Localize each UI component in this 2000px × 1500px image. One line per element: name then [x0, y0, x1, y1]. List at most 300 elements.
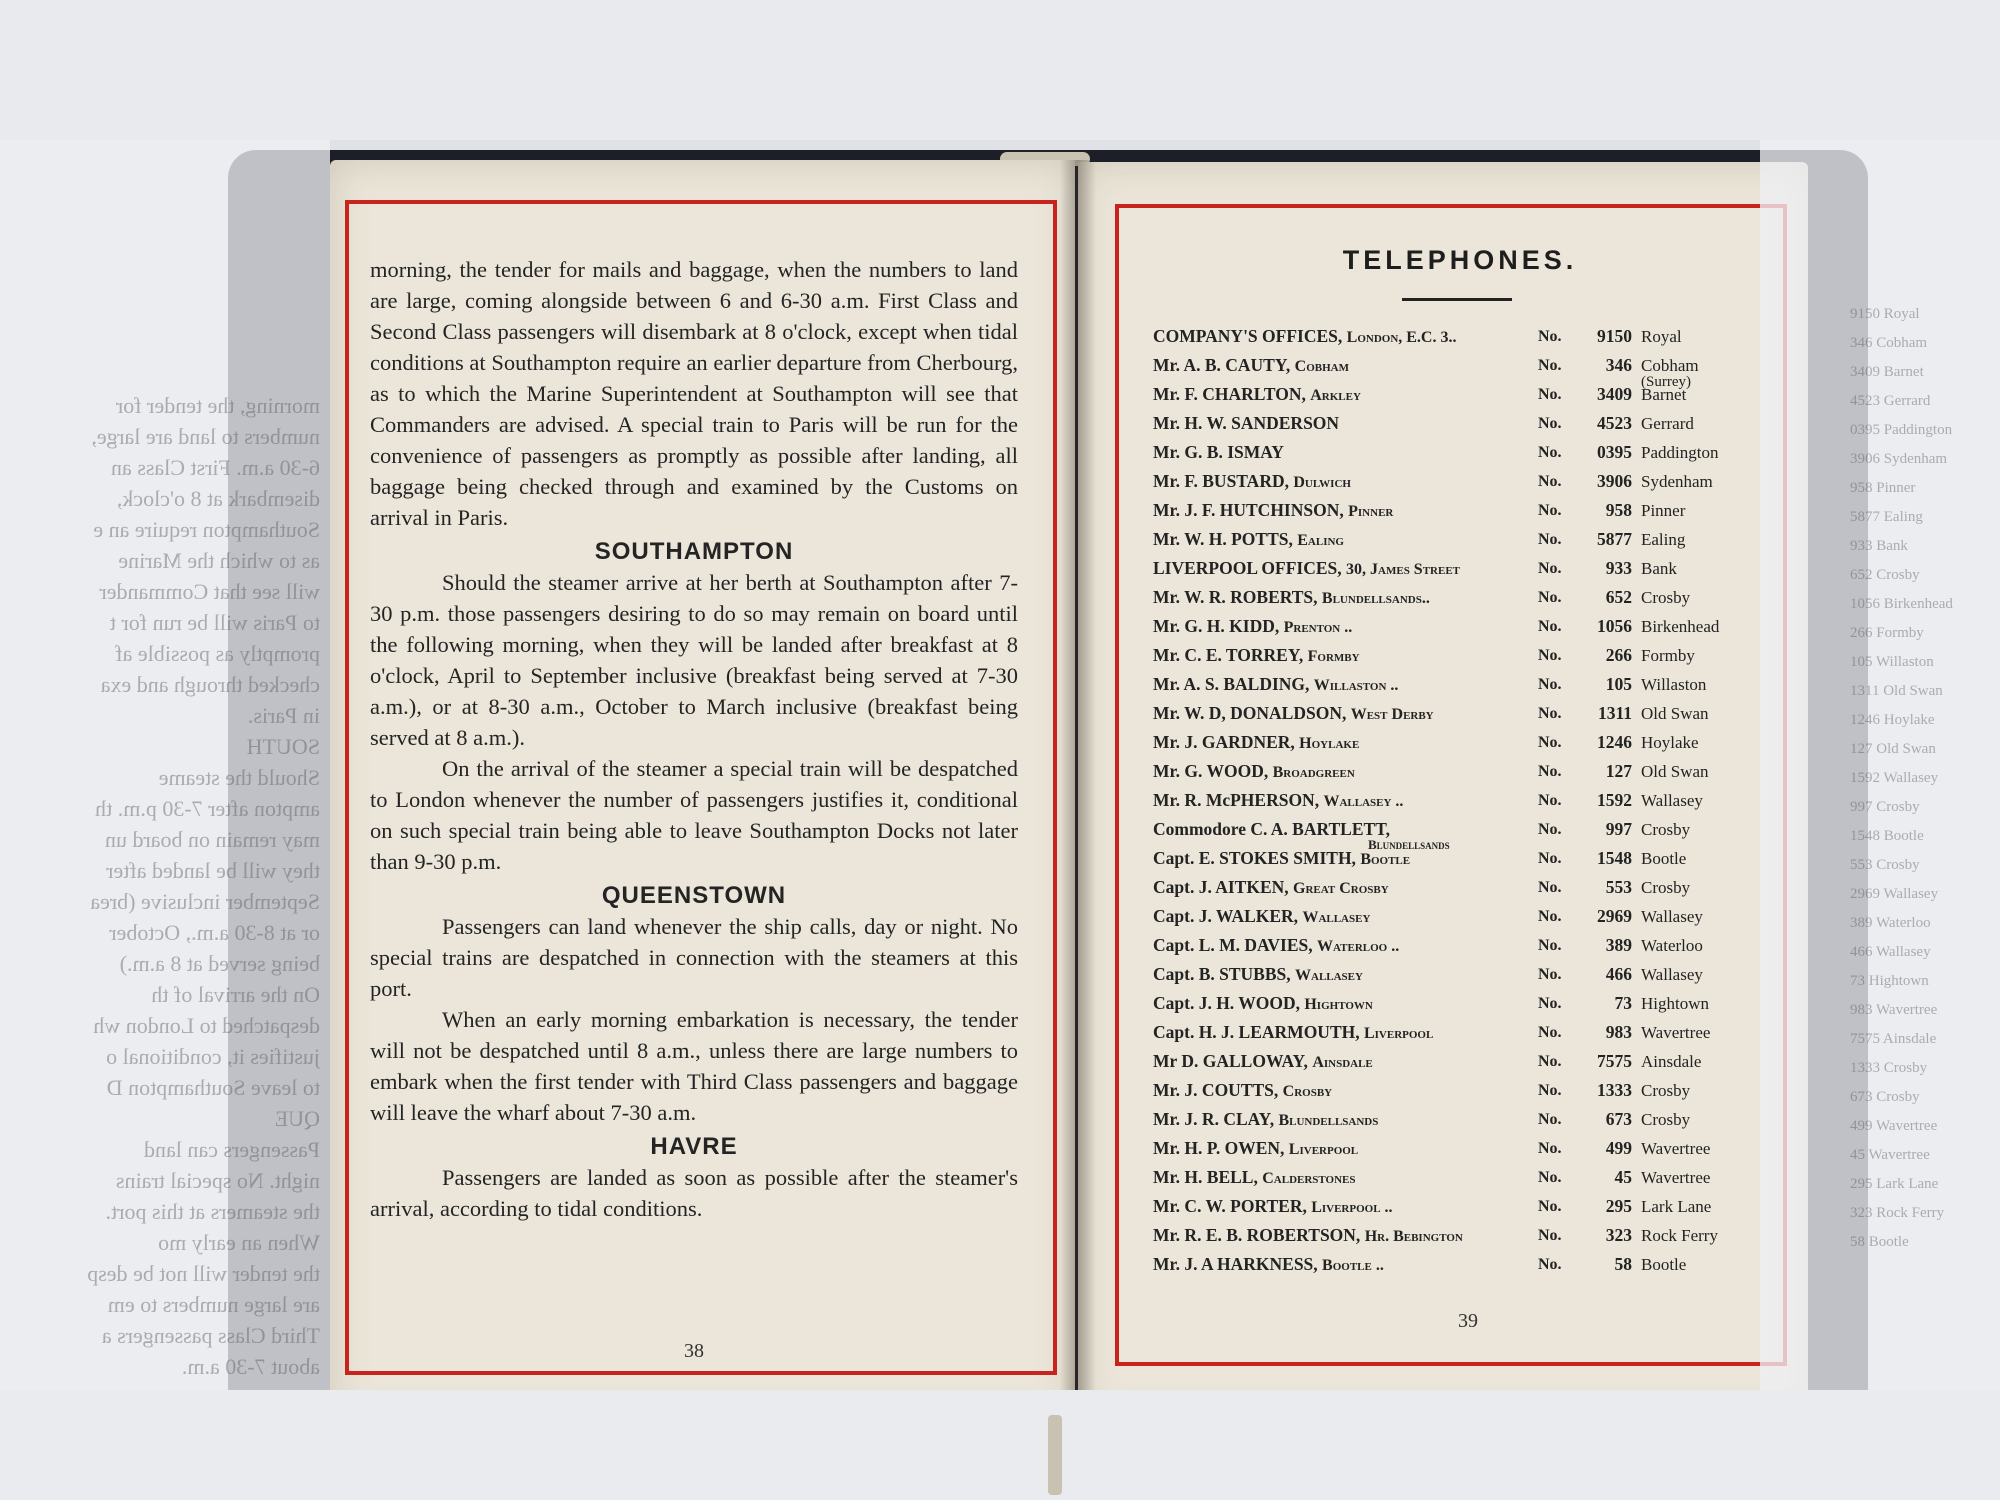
entry-exchange: Wavertree: [1641, 1168, 1711, 1187]
ghost-line: 323 Rock Ferry: [1850, 1205, 1945, 1221]
entry-no-label: No.: [1538, 357, 1562, 374]
entry-exchange: Barnet: [1641, 385, 1687, 404]
entry-number: 466: [1605, 964, 1632, 984]
entry-name: [1153, 554, 1548, 584]
entry-location: Waterloo ..: [1317, 938, 1400, 955]
ghost-line: 1056 Birkenhead: [1850, 596, 1953, 612]
entry-exchange: Wallasey: [1641, 907, 1703, 926]
entry-location: Hightown: [1304, 996, 1373, 1013]
entry-no-label: No.: [1538, 995, 1562, 1012]
ghost-line: as to which the Marine: [118, 548, 320, 573]
entry-exchange: Formby: [1641, 646, 1695, 665]
ghost-line: When an early mo: [158, 1230, 320, 1255]
entry-number: 652: [1605, 587, 1632, 607]
body-paragraph: Passengers are landed as soon as possible after the steamer's arrival, according to tidal conditions.: [370, 1165, 1018, 1221]
ghost-line: 127 Old Swan: [1850, 741, 1936, 757]
entry-name: [1153, 960, 1548, 990]
entry-exchange: Wallasey: [1641, 791, 1703, 810]
telephone-entry: [1153, 1018, 1753, 1047]
entry-exchange: Crosby: [1641, 1081, 1691, 1100]
entry-number: 58: [1614, 1254, 1632, 1274]
entry-no-label: No.: [1538, 560, 1562, 577]
entry-number: 295: [1605, 1196, 1632, 1216]
entry-name: [1153, 815, 1548, 844]
ghost-line: 652 Crosby: [1850, 567, 1920, 583]
telephone-entry: [1153, 496, 1753, 525]
entry-no-label: No.: [1538, 473, 1562, 490]
entry-no-label: No.: [1538, 908, 1562, 925]
ghost-line: in Paris.: [247, 703, 320, 728]
entry-exchange: Hoylake: [1641, 733, 1699, 752]
entry-location: Wallasey: [1302, 909, 1371, 926]
entry-exchange: Ealing: [1641, 530, 1686, 549]
entry-location: Cobham: [1294, 358, 1349, 375]
entry-exchange: Royal: [1641, 327, 1682, 346]
telephone-list: [1153, 322, 1753, 1279]
entry-location: Dulwich: [1293, 474, 1351, 491]
ghost-line: SOUTH: [246, 734, 320, 759]
ghost-line: 45 Wavertree: [1850, 1147, 1930, 1163]
entry-location: Blundellsands..: [1321, 590, 1430, 607]
body-paragraph: Passengers can land whenever the ship calls, day or night. No special trains are despatched in connection with the steamers at this port.: [370, 914, 1018, 1001]
telephone-entry: [1153, 815, 1753, 852]
ghost-line: to leave Southampton D: [106, 1075, 320, 1100]
entry-name: [1153, 496, 1548, 526]
entry-location: Hoylake: [1299, 735, 1360, 752]
entry-location: Bootle ..: [1322, 1257, 1384, 1274]
telephone-entry: [1153, 351, 1753, 390]
entry-number: 1056: [1597, 616, 1632, 636]
telephone-entry: [1153, 380, 1753, 409]
entry-number: 127: [1605, 761, 1632, 781]
entry-name: [1153, 409, 1548, 438]
entry-no-label: No.: [1538, 763, 1562, 780]
entry-person: Mr. G. WOOD,: [1153, 761, 1269, 781]
entry-number: 73: [1614, 993, 1632, 1013]
ghost-line: 1592 Wallasey: [1850, 770, 1939, 786]
entry-name: [1153, 438, 1548, 467]
entry-number: 105: [1605, 674, 1632, 694]
telephone-entry: [1153, 989, 1753, 1018]
entry-number: 499: [1605, 1138, 1632, 1158]
entry-no-label: No.: [1538, 1227, 1562, 1244]
entry-no-label: No.: [1538, 589, 1562, 606]
ghost-line: 553 Crosby: [1850, 857, 1920, 873]
entry-no-label: No.: [1538, 415, 1562, 432]
ghost-line: Third Class passengers a: [101, 1323, 320, 1348]
entry-name: [1153, 844, 1548, 874]
ghost-line: 73 Hightown: [1850, 973, 1929, 989]
telephone-entry: [1153, 786, 1753, 815]
telephone-entry: [1153, 322, 1753, 351]
body-paragraph: On the arrival of the steamer a special train will be despatched to London whenever the number of passengers justifies it, conditional on such special train being able to leave Southampton Docks not later than 9-30 p.m.: [370, 756, 1018, 874]
entry-number: 2969: [1597, 906, 1632, 926]
telephone-entry: [1153, 583, 1753, 612]
book-gutter: [1060, 160, 1096, 1425]
entry-number: 323: [1605, 1225, 1632, 1245]
entry-name: [1153, 902, 1548, 932]
entry-number: 1333: [1597, 1080, 1632, 1100]
entry-number: 983: [1605, 1022, 1632, 1042]
telephone-entry: [1153, 931, 1753, 960]
entry-person: Capt. J. H. WOOD,: [1153, 993, 1300, 1013]
entry-exchange: Willaston: [1641, 675, 1707, 694]
entry-number: 3409: [1597, 384, 1632, 404]
entry-person: LIVERPOOL OFFICES,: [1153, 558, 1342, 578]
entry-no-label: No.: [1538, 676, 1562, 693]
telephones-title: TELEPHONES.: [1342, 245, 1578, 275]
entry-person: Mr. R. E. B. ROBERTSON,: [1153, 1225, 1361, 1245]
entry-no-label: No.: [1538, 792, 1562, 809]
entry-number: 1311: [1597, 703, 1632, 723]
entry-name: [1153, 670, 1548, 700]
plastic-sleeve-left: [0, 140, 330, 1420]
telephone-entry: [1153, 409, 1753, 438]
telephone-entry: [1153, 728, 1753, 757]
body-paragraph: morning, the tender for mails and baggage, when the numbers to land are large, coming alongside between 6 and 6-30 a.m. First Class and Second Class passengers will disembark at 8 o'clock, except when tidal conditions at Southampton require an earlier departure from Cherbourg, as to which the Marine Superintendent at Southampton will see that Commanders are advised. A special train to Paris will be run for the convenience of passengers as promptly as possible after landing, all baggage being checked through and examined by the Customs on arrival in Paris.: [370, 257, 1018, 530]
entry-no-label: No.: [1538, 1256, 1562, 1273]
ghost-line: numbers to land are large,: [91, 424, 320, 449]
ghost-line: 1246 Hoylake: [1850, 712, 1935, 728]
entry-no-label: No.: [1538, 531, 1562, 548]
entry-exchange: Paddington: [1641, 443, 1719, 462]
entry-person: Mr. J. A HARKNESS,: [1153, 1254, 1318, 1274]
entry-no-label: No.: [1538, 821, 1562, 838]
entry-person: Mr. A. S. BALDING,: [1153, 674, 1310, 694]
section-heading: HAVRE: [650, 1133, 738, 1160]
ghost-line: 7575 Ainsdale: [1850, 1031, 1937, 1047]
entry-location: Hr. Bebington: [1364, 1228, 1463, 1245]
entry-person: Mr. W. D, DONALDSON,: [1153, 703, 1347, 723]
entry-name: [1153, 989, 1548, 1019]
ghost-line: 9150 Royal: [1850, 306, 1920, 322]
entry-no-label: No.: [1538, 850, 1562, 867]
entry-location: Blundellsands: [1368, 837, 1450, 852]
telephone-entry: [1153, 757, 1753, 786]
ghost-line: 997 Crosby: [1850, 799, 1920, 815]
entry-exchange: Bootle: [1641, 1255, 1687, 1274]
entry-location: 30, James Street: [1346, 561, 1461, 578]
ghost-line: 389 Waterloo: [1850, 915, 1931, 931]
entry-number: 346: [1605, 355, 1632, 375]
entry-person: Mr. C. E. TORREY,: [1153, 645, 1304, 665]
telephone-entry: [1153, 612, 1753, 641]
page-number-left: 38: [684, 1340, 704, 1362]
entry-no-label: No.: [1538, 444, 1562, 461]
ghost-line: to Paris will be run for t: [109, 610, 320, 635]
entry-number: 45: [1614, 1167, 1632, 1187]
entry-no-label: No.: [1538, 386, 1562, 403]
entry-name: [1153, 525, 1548, 555]
telephone-entry: [1153, 1134, 1753, 1163]
entry-person: Commodore C. A. BARTLETT,: [1153, 819, 1390, 839]
telephone-entry: [1153, 873, 1753, 902]
entry-person: Mr. A. B. CAUTY,: [1153, 355, 1291, 375]
entry-name: [1153, 931, 1548, 961]
ghost-line: may remain on board un: [104, 827, 320, 852]
entry-exchange: Old Swan: [1641, 704, 1709, 723]
plastic-sleeve-top: [0, 0, 2000, 140]
entry-number: 1548: [1597, 848, 1632, 868]
entry-name: [1153, 612, 1548, 642]
ghost-line: about 7-30 a.m.: [181, 1354, 320, 1379]
entry-person: Mr. F. CHARLTON,: [1153, 384, 1306, 404]
entry-person: Capt. B. STUBBS,: [1153, 964, 1291, 984]
entry-no-label: No.: [1538, 705, 1562, 722]
sleeve-left-reflected-text: [0, 390, 320, 1490]
entry-location: Pinner: [1348, 503, 1394, 520]
ghost-line: 105 Willaston: [1850, 654, 1934, 670]
entry-number: 0395: [1597, 442, 1632, 462]
entry-location: Broadgreen: [1272, 764, 1355, 781]
entry-person: Mr. J. F. HUTCHINSON,: [1153, 500, 1344, 520]
entry-note: (Surrey): [1641, 374, 1691, 390]
entry-no-label: No.: [1538, 879, 1562, 896]
entry-exchange: Bank: [1641, 559, 1677, 578]
telephone-entry: [1153, 1221, 1753, 1250]
entry-exchange: Wavertree: [1641, 1023, 1711, 1042]
telephone-entry: [1153, 641, 1753, 670]
entry-location: Liverpool: [1363, 1025, 1434, 1042]
entry-person: Mr. J. R. CLAY,: [1153, 1109, 1275, 1129]
ghost-line: they will be landed after: [106, 858, 320, 883]
entry-location: Liverpool: [1288, 1141, 1359, 1158]
entry-exchange: Crosby: [1641, 588, 1691, 607]
entry-number: 4523: [1597, 413, 1632, 433]
ghost-line: September inclusive (brea: [90, 889, 320, 914]
entry-name: [1153, 786, 1548, 816]
entry-no-label: No.: [1538, 1169, 1562, 1186]
entry-no-label: No.: [1538, 502, 1562, 519]
telephone-entry: [1153, 467, 1753, 496]
ghost-line: promptly as possible af: [115, 641, 320, 666]
entry-name: [1153, 322, 1548, 352]
entry-exchange: Old Swan: [1641, 762, 1709, 781]
entry-no-label: No.: [1538, 734, 1562, 751]
ghost-line: 499 Wavertree: [1850, 1118, 1938, 1134]
entry-no-label: No.: [1538, 1111, 1562, 1128]
body-paragraph: Should the steamer arrive at her berth at Southampton after 7-30 p.m. those passengers desiring to do so may remain on board until the following morning, when they will be landed after breakfast at 8 o'clock, April to September inclusive (breakfast being served at 7-30 a.m.), or at 8-30 a.m., October to March inclusive (breakfast being served at 8 a.m.).: [370, 570, 1018, 750]
entry-location: Wallasey ..: [1323, 793, 1404, 810]
ghost-line: 466 Wallasey: [1850, 944, 1931, 960]
entry-name: [1153, 1250, 1548, 1280]
entry-location: Wallasey: [1295, 967, 1363, 984]
entry-name: [1153, 873, 1548, 903]
ghost-line: 673 Crosby: [1850, 1089, 1920, 1105]
entry-person: COMPANY'S OFFICES,: [1153, 326, 1343, 346]
entry-person: Mr. F. BUSTARD,: [1153, 471, 1289, 491]
entry-name: [1153, 1221, 1548, 1251]
entry-no-label: No.: [1538, 937, 1562, 954]
ghost-line: 958 Pinner: [1850, 480, 1916, 496]
plastic-sleeve-bottom: [0, 1390, 2000, 1500]
ghost-line: 1548 Bootle: [1850, 828, 1924, 844]
telephone-entry: [1153, 1163, 1753, 1192]
ghost-line: 983 Wavertree: [1850, 1002, 1938, 1018]
ghost-line: QUE: [274, 1106, 320, 1131]
ghost-line: disembark at 8 o'clock,: [116, 486, 320, 511]
entry-exchange: Hightown: [1641, 994, 1709, 1013]
entry-person: Capt. E. STOKES SMITH,: [1153, 848, 1356, 868]
ghost-line: 933 Bank: [1850, 538, 1908, 554]
telephone-entry: [1153, 1250, 1753, 1279]
entry-exchange: Sydenham: [1641, 472, 1713, 491]
entry-no-label: No.: [1538, 328, 1562, 345]
entry-location: Formby: [1307, 648, 1360, 665]
entry-exchange: Wallasey: [1641, 965, 1703, 984]
ghost-line: the steamers at this port.: [105, 1199, 320, 1224]
entry-exchange: Pinner: [1641, 501, 1686, 520]
ghost-line: or at 8-30 a.m., October: [109, 920, 320, 945]
entry-person: Capt. J. WALKER,: [1153, 906, 1299, 926]
ghost-line: will see that Commander: [99, 579, 320, 604]
entry-no-label: No.: [1538, 1198, 1562, 1215]
telephone-entry: [1153, 1192, 1753, 1221]
entry-name: [1153, 1105, 1548, 1135]
entry-person: Mr. R. McPHERSON,: [1153, 790, 1320, 810]
entry-location: Blundellsands: [1278, 1112, 1379, 1129]
entry-no-label: No.: [1538, 1053, 1562, 1070]
entry-exchange: Wavertree: [1641, 1139, 1711, 1158]
ghost-line: Southampton require an e: [93, 517, 320, 542]
entry-location: Calderstones: [1262, 1170, 1356, 1187]
entry-name: [1153, 1134, 1548, 1164]
entry-location: Prenton ..: [1283, 619, 1353, 636]
entry-location: West Derby: [1350, 706, 1434, 723]
ghost-line: morning, the tender for: [115, 393, 320, 418]
entry-exchange: Lark Lane: [1641, 1197, 1712, 1216]
entry-location: London, E.C. 3..: [1346, 329, 1457, 346]
entry-location: Ealing: [1297, 532, 1344, 549]
entry-person: Mr. H. W. SANDERSON: [1153, 413, 1340, 433]
entry-person: Mr. H. BELL,: [1153, 1167, 1258, 1187]
telephone-entry: [1153, 960, 1753, 989]
entry-location: Arkley: [1310, 387, 1361, 404]
entry-number: 673: [1605, 1109, 1632, 1129]
entry-exchange: Cobham: [1641, 356, 1699, 375]
entry-name: [1153, 1076, 1548, 1106]
entry-person: Mr. W. R. ROBERTS,: [1153, 587, 1318, 607]
entry-location: Great Crosby: [1293, 880, 1389, 897]
telephone-entry: [1153, 525, 1753, 554]
entry-location: Crosby: [1282, 1083, 1333, 1100]
ghost-line: 1311 Old Swan: [1850, 683, 1943, 699]
entry-person: Mr. W. H. POTTS,: [1153, 529, 1293, 549]
left-page-text: [370, 254, 1018, 1224]
entry-exchange: Crosby: [1641, 820, 1691, 839]
ribbon-marker-bottom: [1048, 1415, 1062, 1495]
section-heading: SOUTHAMPTON: [594, 538, 794, 565]
entry-name: [1153, 1192, 1548, 1222]
ghost-line: 58 Bootle: [1850, 1234, 1909, 1250]
entry-exchange: Birkenhead: [1641, 617, 1720, 636]
entry-number: 266: [1605, 645, 1632, 665]
entry-name: [1153, 467, 1548, 497]
entry-name: [1153, 583, 1548, 613]
entry-location: Ainsdale: [1312, 1054, 1373, 1071]
entry-number: 7575: [1597, 1051, 1632, 1071]
entry-exchange: Crosby: [1641, 878, 1691, 897]
entry-number: 958: [1605, 500, 1632, 520]
entry-number: 5877: [1597, 529, 1632, 549]
entry-person: Mr D. GALLOWAY,: [1153, 1051, 1308, 1071]
entry-location: Bootle: [1360, 851, 1411, 868]
telephone-entry: [1153, 699, 1753, 728]
entry-number: 1592: [1597, 790, 1632, 810]
telephone-entry: [1153, 1076, 1753, 1105]
entry-number: 933: [1605, 558, 1632, 578]
entry-person: Capt. L. M. DAVIES,: [1153, 935, 1313, 955]
sleeve-right-reflected-text: [1850, 300, 2000, 1300]
entry-location: Liverpool ..: [1311, 1199, 1393, 1216]
entry-person: Mr. C. W. PORTER,: [1153, 1196, 1307, 1216]
ghost-line: 346 Cobham: [1850, 335, 1928, 351]
entry-name: [1153, 1163, 1548, 1193]
telephone-entry: [1153, 844, 1753, 873]
entry-exchange: Crosby: [1641, 1110, 1691, 1129]
entry-exchange: Waterloo: [1641, 936, 1703, 955]
entry-no-label: No.: [1538, 1082, 1562, 1099]
entry-exchange: Rock Ferry: [1641, 1226, 1718, 1245]
ghost-line: are large numbers to em: [107, 1292, 320, 1317]
ghost-line: 3906 Sydenham: [1850, 451, 1948, 467]
ghost-line: 0395 Paddington: [1850, 422, 1953, 438]
entry-number: 1246: [1597, 732, 1632, 752]
entry-person: Mr. G. B. ISMAY: [1153, 442, 1284, 462]
ghost-line: 5877 Ealing: [1850, 509, 1923, 525]
ghost-line: the tender will not be desp: [87, 1261, 320, 1286]
entry-name: [1153, 728, 1548, 758]
entry-person: Mr. H. P. OWEN,: [1153, 1138, 1285, 1158]
ghost-line: ampton after 7-30 p.m. th: [95, 796, 320, 821]
telephone-entry: [1153, 554, 1753, 583]
section-heading: QUEENSTOWN: [601, 882, 787, 909]
entry-number: 553: [1605, 877, 1632, 897]
ghost-line: 3409 Barnet: [1850, 364, 1924, 380]
entry-person: Mr. J. COUTTS,: [1153, 1080, 1279, 1100]
telephone-entry: [1153, 902, 1753, 931]
ghost-line: despatched to London wh: [93, 1013, 320, 1038]
ghost-line: Should the steame: [158, 765, 320, 790]
entry-no-label: No.: [1538, 618, 1562, 635]
ghost-line: night. No special trains: [115, 1168, 320, 1193]
ghost-line: On the arrival of th: [151, 982, 320, 1007]
ghost-line: 266 Formby: [1850, 625, 1924, 641]
entry-number: 3906: [1597, 471, 1632, 491]
entry-number: 9150: [1597, 326, 1632, 346]
entry-number: 389: [1605, 935, 1632, 955]
entry-exchange: Gerrard: [1641, 414, 1694, 433]
page-number-right: 39: [1458, 1310, 1478, 1332]
body-paragraph: When an early morning embarkation is necessary, the tender will not be despatched until 8 a.m., unless there are large numbers to embark when the first tender with Third Class passengers and baggage will leave the wharf about 7-30 a.m.: [370, 1007, 1018, 1125]
entry-no-label: No.: [1538, 1024, 1562, 1041]
entry-name: [1153, 1018, 1548, 1048]
entry-number: 997: [1605, 819, 1632, 839]
entry-exchange: Ainsdale: [1641, 1052, 1702, 1071]
entry-person: Mr. G. H. KIDD,: [1153, 616, 1280, 636]
entry-name: [1153, 380, 1548, 410]
entry-person: Capt. J. AITKEN,: [1153, 877, 1289, 897]
entry-exchange: Bootle: [1641, 849, 1687, 868]
ghost-line: Passengers can land: [144, 1137, 320, 1162]
ghost-line: 6-30 a.m. First Class an: [111, 455, 320, 480]
entry-no-label: No.: [1538, 1140, 1562, 1157]
entry-no-label: No.: [1538, 647, 1562, 664]
title-underline: [1402, 298, 1512, 301]
telephone-entry: [1153, 1047, 1753, 1076]
entry-no-label: No.: [1538, 966, 1562, 983]
ghost-line: being served at 8 a.m.): [119, 951, 320, 976]
